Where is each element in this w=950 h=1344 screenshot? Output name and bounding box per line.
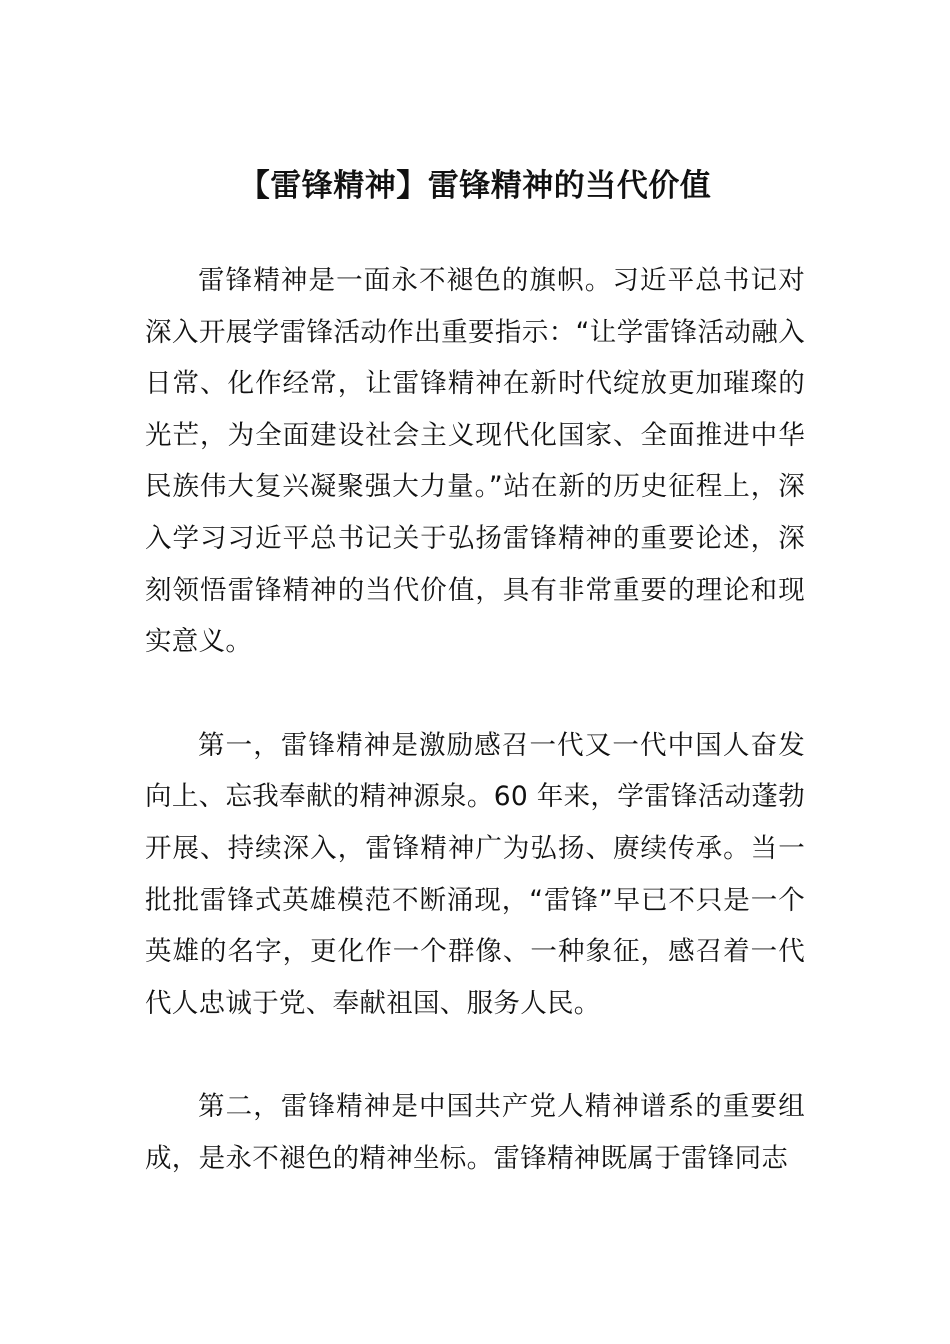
paragraph-first-point: 第一，雷锋精神是激励感召一代又一代中国人奋发向上、忘我奉献的精神源泉。60 年来，学雷锋活动蓬勃开展、持续深入，雷锋精神广为弘扬、赓续传承。当一批批雷锋式英雄模范不断涌现，“雷锋”早已不只是一个英雄的名字，更化作一个群像、一种象征，感召着一代代人忠诚于党、奉献祖国、服务人民。 (145, 729, 805, 1019)
document-body (145, 255, 805, 1237)
document-title: 【雷锋精神】雷锋精神的当代价值 (238, 168, 712, 204)
paragraph-second-point: 第二，雷锋精神是中国共产党人精神谱系的重要组成，是永不褪色的精神坐标。雷锋精神既属于雷锋同志 (145, 1091, 805, 1174)
paragraph-intro: 雷锋精神是一面永不褪色的旗帜。习近平总书记对深入开展学雷锋活动作出重要指示：“让学雷锋活动融入日常、化作经常，让雷锋精神在新时代绽放更加璀璨的光芒，为全面建设社会主义现代化国家、全面推进中华民族伟大复兴凝聚强大力量。”站在新的历史征程上，深入学习习近平总书记关于弘扬雷锋精神的重要论述，深刻领悟雷锋精神的当代价值，具有非常重要的理论和现实意义。 (145, 265, 805, 658)
